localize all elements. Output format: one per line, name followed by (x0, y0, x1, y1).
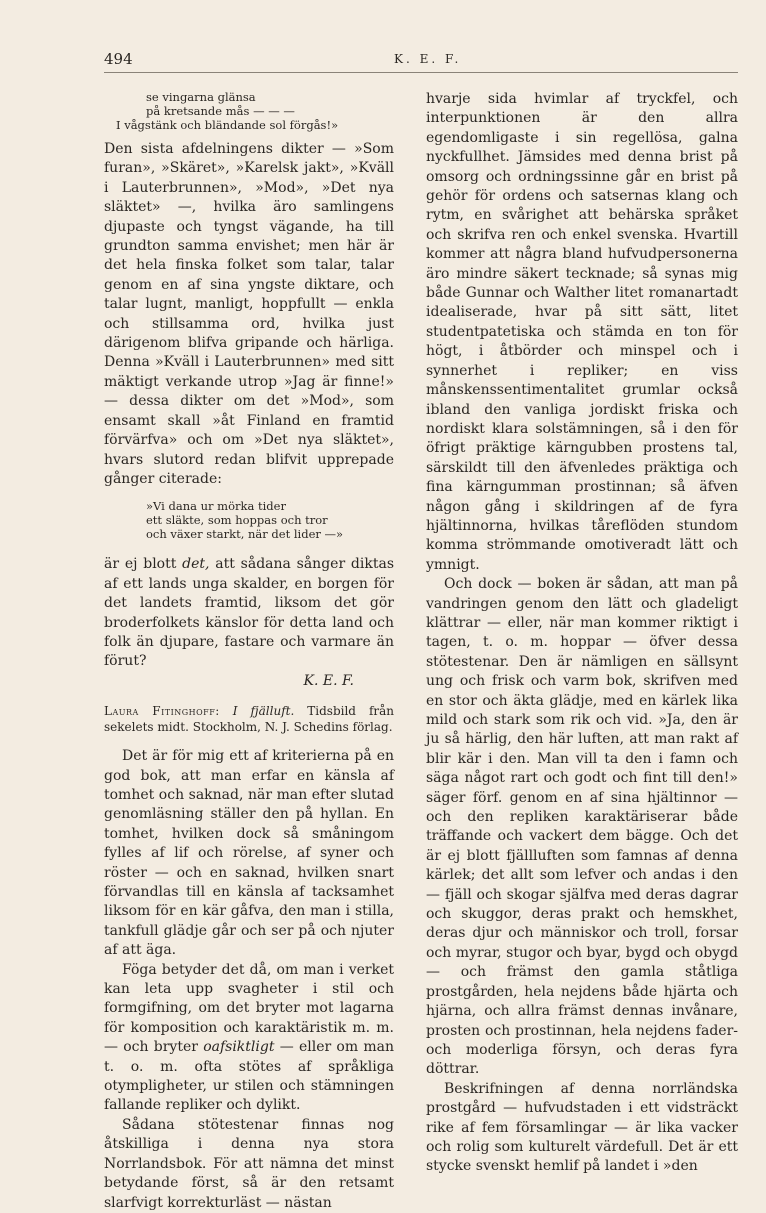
page-header (104, 50, 738, 73)
poem-excerpt-1 (104, 90, 394, 132)
text-run: — eller om man t. o. m. ofta stötes af språkliga otympligheter, ur stilen och stämningen fallande repliker och dylikt. (104, 1039, 394, 1114)
poem-line: se vingarna glänsa (146, 90, 256, 104)
review-heading (104, 703, 394, 735)
review-publication-info: Tidsbild från sekelets midt. Stockholm, N. J. Schedins förlag. (104, 704, 395, 735)
text-run: att sådana sånger diktas af ett lands unga skalder, en borgen för det landets framtid, liksom det gör broderfolkets känslor för detta land och folk än djupare, fastare och varmare än förut? (104, 556, 395, 670)
right-column (426, 90, 738, 1177)
poem-excerpt-2 (104, 499, 394, 541)
emphasis: det, (182, 556, 210, 573)
review-book-title: I fjälluft. (232, 704, 295, 719)
left-column (104, 90, 394, 1213)
paragraph: Sådana stötestenar finnas nog åtskilliga i denna nya stora Norrlandsbok. För att nämna det minst betydande först, så är den retsamt slarfvigt korrekturläst — nästan (104, 1116, 394, 1211)
poem-line: »Vi dana ur mörka tider (146, 499, 286, 514)
paragraph: Den sista afdelningens dikter — »Som furan», »Skäret», »Karelsk jakt», »Kväll i Lauterbrunnen», »Mod», »Det nya släktet» —, hvilka äro samlingens djupaste och tyngst vägande, ha till grundton samma envishet; men här är det hela finska folket som talar, talar genom en af sina yngste diktare, och talar lugnt, manligt, hoppfullt — enkla och stillsamma ord, hvilka just därigenom blifva gripande och härliga. Denna »Kväll i Lauterbrunnen» med sitt mäktigt verkande utrop »Jag är finne!» — dessa dikter om det »Mod», som ensamt skall »åt Finland en framtid förvärfva» och om »Det nya släktet», hvars slutord redan blifvit upprepade gånger citerade: (104, 141, 394, 487)
paragraph: Beskrifningen af denna norrländska prostgård — hufvudstaden i ett vidsträckt rike af fem församlingar — är lika vacker och rolig som kulturelt värdefull. Det är ett stycke svenskt hemlif på landet i »den (426, 1080, 738, 1175)
poem-line: ett släkte, som hoppas och tror (146, 513, 328, 528)
paragraph (104, 961, 394, 1116)
text-run: Föga betyder det då, om man i verket kan leta upp svagheter i stil och formgifning, om det bryter mot lagarna för komposition och karaktäristik m. m. — och bryter (104, 961, 394, 1056)
emphasis: oafsiktligt (203, 1039, 275, 1056)
running-title: K. E. F. (394, 52, 462, 66)
paragraph: Det är för mig ett af kriterierna på en god bok, att man erfar en känsla af tomhet och saknad, när man efter slutad genomläsning ställer den på hyllan. En tomhet, hvilken dock så småningom fylles af lif och rörelse, af syner och röster — och en saknad, hvilken snart förvandlas till en känsla af tacksamhet liksom för en kär gåfva, den man i stilla, tankfull glädje går och ser på och njuter af att äga. (104, 748, 394, 959)
page-number: 494 (104, 50, 133, 68)
review-author: Laura Fitinghoff: (104, 704, 220, 719)
poem-line: på kretsande mås — — — (146, 104, 295, 118)
author-signature: K. E. F. (303, 672, 354, 689)
text-run: är ej blott (104, 556, 183, 573)
paragraph: hvarje sida hvimlar af tryckfel, och interpunktionen är den allra egendomligaste i sin regellösa, galna nyckfullhet. Jämsides med denna brist på omsorg och ordningssinne går en brist på gehör för ordens och satsernas klang och rytm, en svårighet att behärska språket och skrifva ren och enkel svenska. Hvartill kommer att några bland hufvudpersonerna äro mindre säkert tecknade; så synas mig både Gunnar och Walther litet romanartadt idealiserade, hvar på sitt sätt, litet studentpatetiska och stämda en ton för högt, i åtbörder och minspel och i synnerhet i repliker; en viss månskenssentimentalitet grumlar också ibland den vanliga jordiskt friska och nordiskt klara solstämningen, så i den för öfrigt präktige kärngubben prostens tal, särskildt till den äfvenledes präktiga och fina kärngumman prostinnan; så äfven någon gång i skildringen af de fyra hjältinnorna, hvilkas tåreflöden stundom komma strömmande omotiveradt lätt och ymnigt. (426, 91, 738, 573)
poem-line: I vågstänk och bländande sol förgås!» (116, 118, 339, 132)
poem-line: och växer starkt, när det lider —» (146, 527, 344, 542)
paragraph: Och dock — boken är sådan, att man på vandringen genom den lätt och gladeligt klättrar — eller, när man kommer riktigt i tagen, t. o. m. hoppar — öfver dessa stötestenar. Den är nämligen en sällsynt ung och frisk och varm bok, skrifven med en stor och äkta glädje, med en kärlek lika mild och stark som rik och vid. »Ja, den är ju så härlig, den här luften, att man rakt af blir kär i den. Man vill ta den i famn och säga något rart och godt och fint till den!» säger förf. genom en af sina hjältinnor — och den repliken karaktäriserar både träffande och vackert dem bägge. Och det är ej blott fjällluften som famnas af denna kärlek; det allt som lefver och andas i den — fjäll och skogar själfva med deras dagrar och skuggor, deras prakt och hemskhet, deras djur och människor och troll, forsar och myrar, stugor och byar, bygd och obygd — och främst den gamla ståtliga prostgården, hela nejdens både hjärta och hjärna, och allra främst dennas invånare, prosten och prostinnan, hela nejdens fader- och moderliga försyn, och deras fyra döttrar. (426, 576, 738, 1078)
paragraph (104, 555, 394, 671)
